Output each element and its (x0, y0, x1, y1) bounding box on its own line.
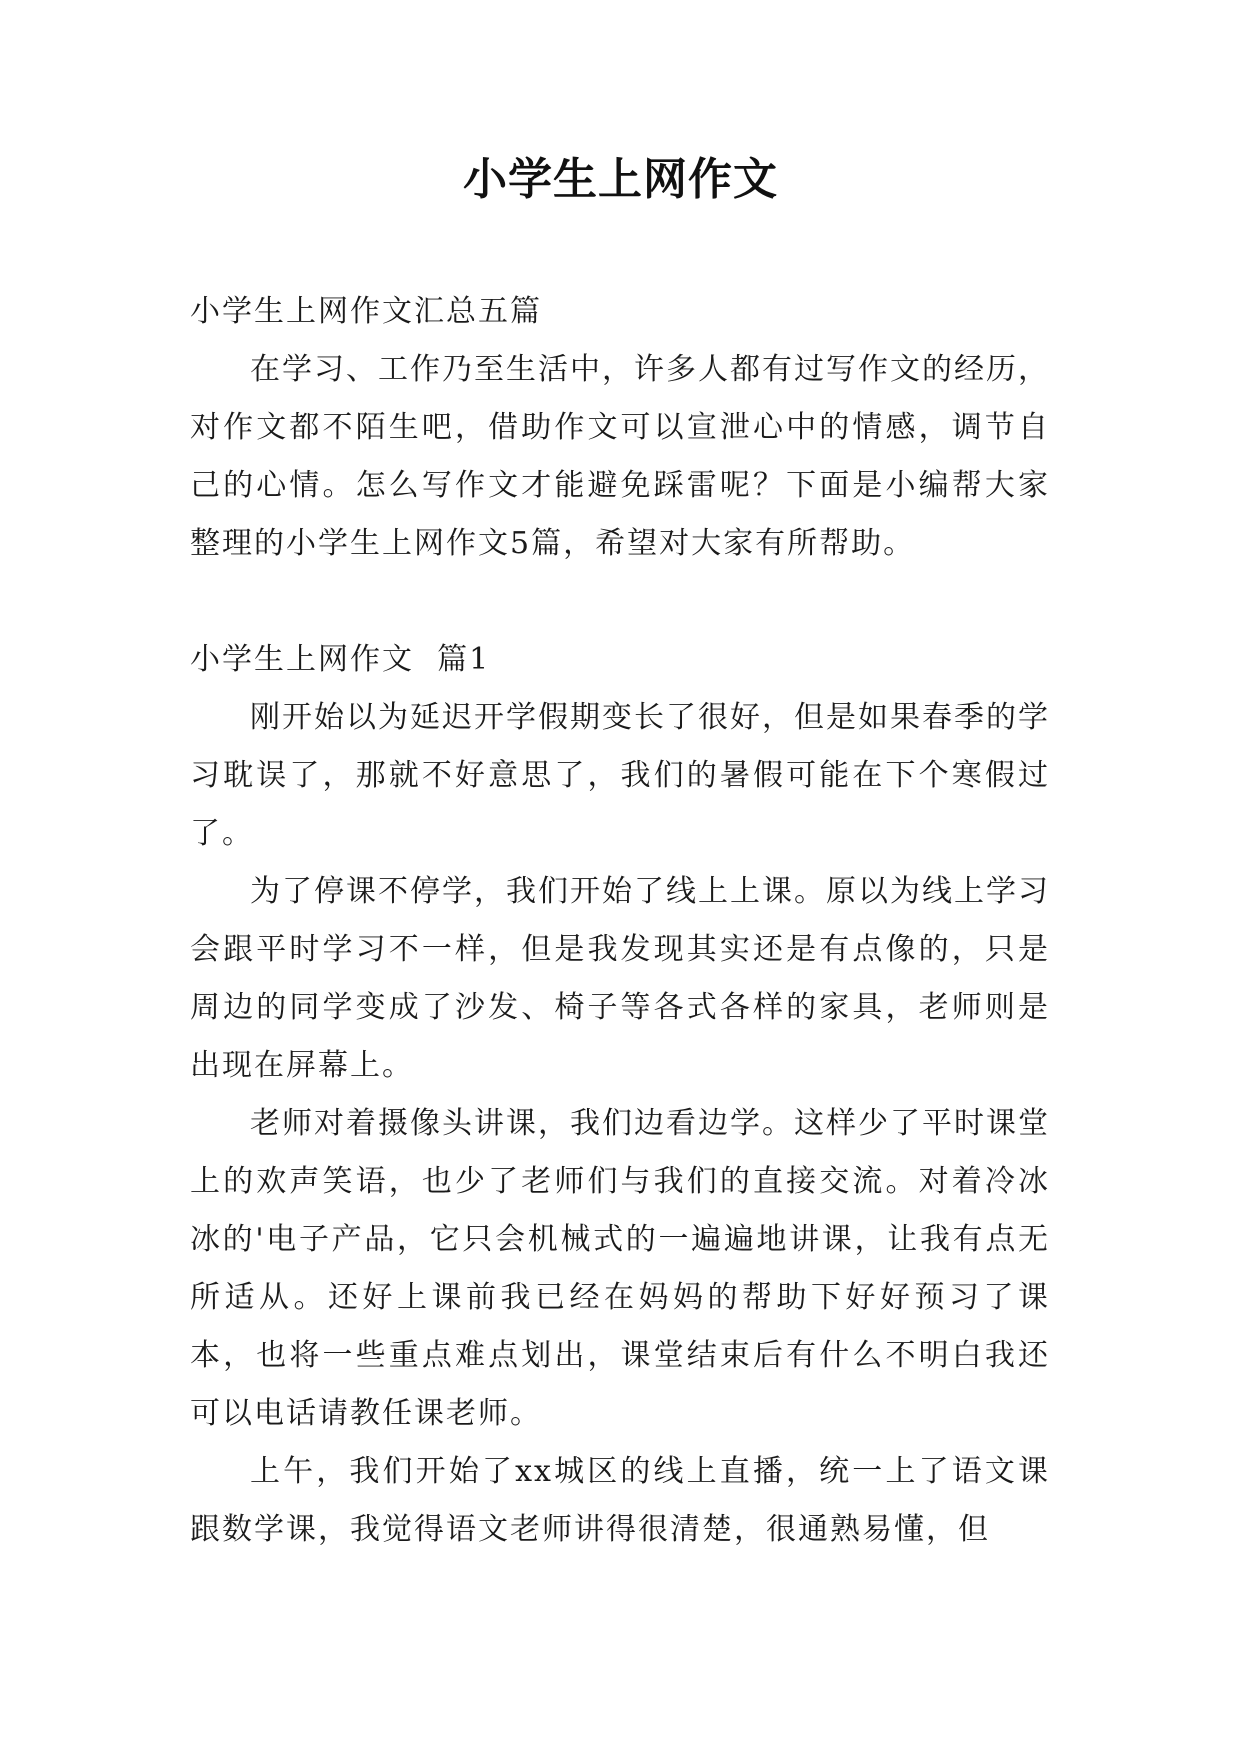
summary-heading: 小学生上网作文汇总五篇 (190, 294, 542, 329)
body-paragraph: 刚开始以为延迟开学假期变长了很好，但是如果春季的学习耽误了，那就不好意思了，我们的暑假可能在下个寒假过了。 (190, 700, 1050, 851)
body-paragraph: 上午，我们开始了xx城区的线上直播，统一上了语文课跟数学课，我觉得语文老师讲得很清楚，很通熟易懂，但 (190, 1454, 1050, 1547)
body-paragraph: 为了停课不停学，我们开始了线上上课。原以为线上学习会跟平时学习不一样，但是我发现其实还是有点像的，只是周边的同学变成了沙发、椅子等各式各样的家具，老师则是出现在屏幕上。 (190, 874, 1050, 1083)
page-title: 小学生上网作文 (463, 154, 778, 205)
section-heading: 小学生上网作文 篇1 (190, 642, 491, 677)
document-body (190, 283, 1050, 1559)
section-spacer (190, 573, 1050, 631)
intro-paragraph: 在学习、工作乃至生活中，许多人都有过写作文的经历，对作文都不陌生吧，借助作文可以宣泄心中的情感，调节自己的心情。怎么写作文才能避免踩雷呢？下面是小编帮大家整理的小学生上网作文5篇，希望对大家有所帮助。 (190, 352, 1050, 561)
body-paragraph: 老师对着摄像头讲课，我们边看边学。这样少了平时课堂上的欢声笑语，也少了老师们与我们的直接交流。对着冷冰冰的'电子产品，它只会机械式的一遍遍地讲课，让我有点无所适从。还好上课前我已经在妈妈的帮助下好好预习了课本，也将一些重点难点划出，课堂结束后有什么不明白我还可以电话请教任课老师。 (190, 1106, 1050, 1431)
